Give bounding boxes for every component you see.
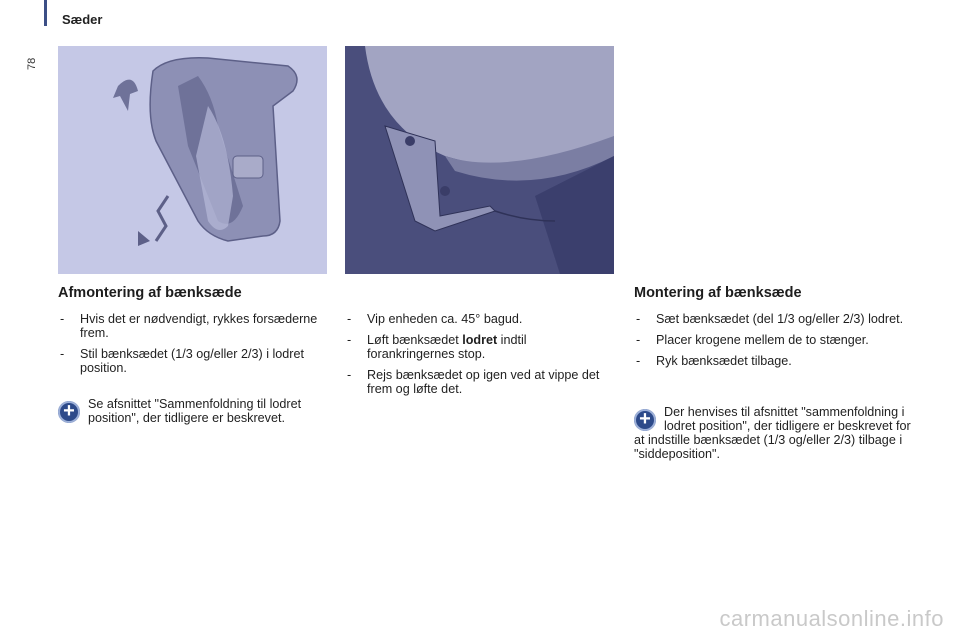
right-heading: Montering af bænksæde	[634, 285, 802, 301]
step-emphasis: lodret	[462, 333, 498, 347]
bullet-dash: -	[347, 368, 352, 382]
step-text: Hvis det er nødvendigt, rykkes forsæderne frem.	[80, 312, 318, 340]
list-item	[58, 347, 328, 375]
bullet-dash: -	[347, 312, 352, 326]
watermark: carmanualsonline.info	[719, 606, 944, 631]
left-note	[58, 397, 320, 425]
left-heading: Afmontering af bænksæde	[58, 285, 242, 301]
folded-seat-illustration	[58, 46, 327, 274]
plus-icon: +	[634, 409, 656, 431]
right-note	[634, 405, 914, 461]
bullet-dash: -	[636, 312, 641, 326]
bullet-dash: -	[347, 333, 352, 347]
section-title: Sæder	[62, 12, 103, 27]
step-text: Stil bænksædet (1/3 og/eller 2/3) i lodret position.	[80, 347, 305, 375]
list-item	[345, 333, 615, 361]
list-item	[345, 368, 615, 396]
note-text: Der henvises til afsnittet "sammenfoldning i lodret position", der tidligere er beskrevet for at indstille bænksædet (1/3 og/eller 2/3) tilbage i "siddeposition".	[634, 405, 911, 461]
list-item	[345, 312, 615, 326]
bullet-dash: -	[636, 354, 641, 368]
step-text: Sæt bænksædet (del 1/3 og/eller 2/3) lodret.	[656, 312, 904, 326]
middle-steps-list	[345, 312, 615, 403]
list-item	[58, 312, 328, 340]
step-text: Placer krogene mellem de to stænger.	[656, 333, 869, 347]
page-number: 78	[26, 57, 38, 70]
bullet-dash: -	[60, 347, 65, 361]
note-text: Se afsnittet "Sammenfoldning til lodret position", der tidligere er beskrevet.	[88, 397, 302, 425]
anchor-closeup-illustration	[345, 46, 614, 274]
step-text: Vip enheden ca. 45° bagud.	[367, 312, 523, 326]
list-item	[634, 354, 914, 368]
bullet-dash: -	[636, 333, 641, 347]
list-item	[634, 333, 914, 347]
step-text: Ryk bænksædet tilbage.	[656, 354, 792, 368]
left-steps-list	[58, 312, 328, 382]
step-text: indtil forankringernes stop.	[367, 333, 527, 361]
bullet-dash: -	[60, 312, 65, 326]
right-steps-list	[634, 312, 914, 375]
plus-icon: +	[58, 401, 80, 423]
step-text: Løft bænksædet	[367, 333, 463, 347]
list-item	[634, 312, 914, 326]
page-edge-bar	[44, 0, 47, 26]
step-text: Rejs bænksædet op igen ved at vippe det frem og løfte det.	[367, 368, 600, 396]
